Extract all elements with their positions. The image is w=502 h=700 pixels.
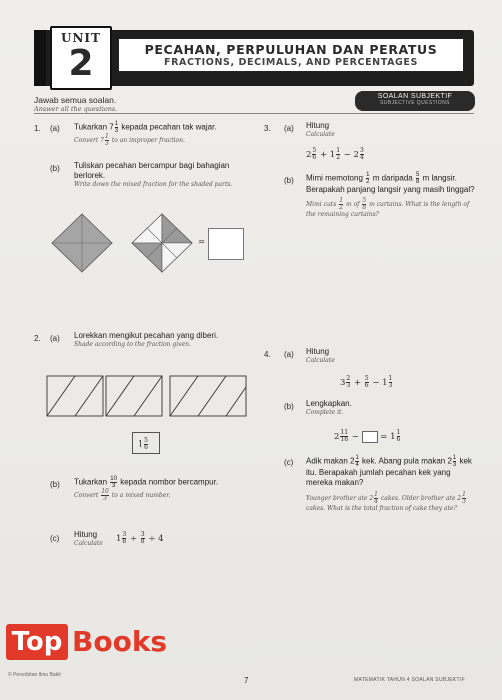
q1a-ms-part2: kepada pecahan tak wajar. [121,122,217,132]
q1b-ms: Tuliskan pecahan bercampur bagi bahagian berlorek. [74,161,230,180]
q4b-text [306,399,476,417]
q3b-en-frac2 [362,198,366,211]
page-title-en: FRACTIONS, DECIMALS, AND PERCENTAGES [164,57,418,68]
q3b-text [306,172,478,219]
q4-number: 4. [264,350,271,359]
q1a-en-whole: 7 [100,137,105,144]
q4b-n1: 11 [340,429,349,436]
q4c-en-part2: cakes. Older brother ate 2 [380,495,462,502]
q1b-en: Write down the mixed fraction for the shaded parts. [74,181,233,188]
q3a-frac1 [312,148,316,161]
q4c-en-d2: 3 [462,498,466,505]
q4b-en: Complete it. [306,409,344,416]
q1a-en-part2: to an improper fraction. [111,137,185,144]
q3a-n3: 3 [359,147,364,154]
q4a-expression [340,376,393,389]
q2c-en: Calculate [74,540,103,547]
q4c-ms-part2: kek. Abang pula makan 2 [362,456,452,466]
q2b-ms-part1: Tukarkan [74,477,108,487]
q4c-d1: 4 [355,462,359,468]
q4a-frac3 [389,376,393,389]
q2-number: 2. [34,334,41,343]
q4a-op1: + [353,378,362,388]
q4b-ms: Lengkapkan. [306,399,352,408]
q2a-parallelogram-grid[interactable] [46,375,248,417]
q2c-frac1 [122,532,126,545]
q3b-en-part1: Mimi cuts [306,201,337,208]
q3a-text [306,121,476,139]
q4c-ms-part1: Adik makan 2 [306,456,355,466]
q2c-expression [116,532,164,545]
q2c-d2: 8 [140,538,145,545]
q4a-frac1 [346,376,350,389]
q4b-frac2 [397,430,401,443]
q4a-n3: 1 [388,375,393,382]
q2a-en: Shade according to the fraction given. [74,341,191,348]
q3a-ms: Hitung [306,121,330,130]
q4b-op: − [351,432,359,442]
q4c-frac2 [453,455,456,468]
shape-figure-2 [132,214,192,272]
q4c-n2: 1 [452,455,457,461]
q1a-fraction [115,121,118,134]
q4b-frac1 [340,430,348,443]
q4c-en-frac1 [374,492,378,505]
q1a-label: (a) [50,124,60,133]
q2b-fraction [110,476,117,489]
q3b-ms-part2: m daripada [372,173,413,183]
q4b-expression [334,430,401,443]
q2a-given-den: 6 [144,444,148,451]
page-number: 7 [244,676,249,685]
q2c-whole: 1 [116,534,122,544]
q3b-n1: 1 [366,172,370,178]
q4a-n1: 2 [346,375,351,382]
q3b-d1: 2 [366,179,370,185]
q4c-en-d1: 4 [374,498,378,505]
q2a-label: (a) [50,334,60,343]
q3b-frac2 [416,172,419,185]
q4b-eq: = 1 [380,432,396,442]
q3b-en-part2: m of [345,201,360,208]
q4c-en-frac2 [462,492,466,505]
q2b-en-fraction [101,489,109,502]
q4c-text [306,455,478,513]
q2a-ms: Lorekkan mengikut pecahan yang diberi. [74,331,219,340]
q3a-n1: 5 [312,147,317,154]
q4a-d2: 6 [364,382,369,389]
q4b-whole: 2 [334,432,340,442]
q2b-en-num: 10 [101,488,109,495]
q1a-ms-part1: Tukarkan [74,122,108,132]
q1a-num: 1 [114,121,119,127]
q3b-label: (b) [284,176,294,185]
q4a-whole: 3 [340,378,346,388]
page-title-ms: PECAHAN, PERPULUHAN DAN PERATUS [144,42,438,57]
q4a-en: Calculate [306,357,335,364]
q1a-en-num: 1 [105,133,109,140]
q4a-text [306,347,476,365]
q2a-text [74,331,250,349]
q2c-ms: Hitung [74,530,98,539]
q3a-d3: 4 [359,154,364,161]
q2a-given-fraction [144,438,148,451]
q4c-en-part3: cakes. What is the total fraction of cake they ate? [306,505,457,512]
header-divider [34,113,474,114]
title-box [118,38,464,72]
q2c-label: (c) [50,534,60,543]
q3-number: 3. [264,124,271,133]
q3b-en-n2: 5 [362,197,367,204]
q4c-en-n1: 1 [374,491,378,498]
q3a-d1: 6 [312,154,317,161]
q3b-en-d1: 2 [339,204,344,211]
footer-book-title: MATEMATIK TAHUN 4 SOALAN SUBJEKTIF [354,677,465,683]
q4c-n1: 1 [355,455,359,461]
q1b-text [74,161,252,189]
section-tag-ms: SOALAN SUBJEKTIF [377,93,453,100]
q4b-n2: 1 [396,429,401,436]
q4a-label: (a) [284,350,294,359]
q3a-expression [306,148,365,161]
q3a-frac3 [360,148,364,161]
q2c-d1: 8 [122,538,127,545]
q2c-n1: 3 [122,531,127,538]
q4c-frac1 [355,455,358,468]
q4c-ms-part3: kek itu. Berapakah jumlah pecahan kek yang mereka makan? [306,456,472,487]
q4c-label: (c) [284,458,294,467]
q4c-en-part1: Younger brother ate 2 [306,495,374,502]
q3b-en-n1: 1 [339,197,344,204]
q1a-den: 3 [114,128,119,134]
shape-figure-1 [52,214,112,272]
q3b-ms-part3: m [422,173,430,183]
q3b-ms-part4: langsir. Berapakah panjang langsir yang masih tinggal? [306,173,475,194]
q1a-whole: 7 [109,122,114,132]
section-tag [355,91,475,111]
q3a-frac2 [336,148,340,161]
q3a-label: (a) [284,124,294,133]
q2b-num: 10 [110,476,117,482]
q4c-en-n2: 1 [462,491,466,498]
q3b-frac1 [366,172,369,185]
q4a-n2: 5 [364,375,369,382]
q2a-given-fraction-box [132,432,160,454]
q1b-label: (b) [50,164,60,173]
q3a-whole: 2 [306,150,312,160]
q4b-d2: 6 [396,436,401,443]
q3b-en-frac1 [339,198,343,211]
q3b-d2: 8 [415,179,420,185]
q2c-frac2 [141,532,145,545]
q2c-n2: 3 [140,531,145,538]
q3a-en: Calculate [306,131,335,138]
q2b-en-part1: Convert [74,492,99,499]
q3b-en-part3: m curtains. What is the length of the remaining curtains? [306,201,470,218]
publisher-credit: © Penerbitan Ilmu Bakti [8,672,61,678]
q2b-label: (b) [50,480,60,489]
q2c-tail: ÷ 4 [148,534,164,544]
topbooks-logo [0,612,190,700]
q2b-text [74,476,250,502]
q4a-op2: − 1 [372,378,388,388]
q4a-frac2 [365,376,369,389]
instructions-ms: Jawab semua soalan. [34,95,117,105]
q3b-n2: 5 [415,172,420,178]
q1a-en-part1: Convert [74,137,99,144]
q2b-ms-part2: kepada nombor bercampur. [120,477,219,487]
q2a-given-num: 5 [144,437,148,444]
q2a-given-whole: 1 [138,439,144,449]
q1b-answer-box[interactable] [208,228,244,260]
section-tag-en: SUBJECTIVE QUESTIONS [380,100,450,106]
q2b-en-den: 3 [103,495,107,502]
q4b-d1: 18 [340,436,349,443]
logo-top: Top [6,624,68,660]
q1a-en-den: 3 [105,140,109,147]
q1a-en-fraction [105,134,109,147]
q3b-en-d2: 8 [362,204,367,211]
unit-label: UNIT [61,31,101,45]
q3a-op1: + 1 [319,150,336,160]
q3b-ms-part1: Mimi memotong [306,173,363,183]
q1-number: 1. [34,124,41,133]
q4a-ms: Hitung [306,347,330,356]
q1a-text [74,121,252,147]
unit-badge [50,26,112,90]
q4a-d1: 3 [346,382,351,389]
q3a-n2: 1 [336,147,341,154]
q4c-d2: 3 [452,462,457,468]
q3a-d2: 2 [336,154,341,161]
q4b-label: (b) [284,402,294,411]
instructions [34,95,117,113]
q2b-en-part2: to a mixed number. [111,492,171,499]
q4b-answer-box[interactable] [362,431,378,443]
q1b-equals: = [198,237,206,247]
q2b-den: 3 [111,483,116,489]
q4a-d3: 3 [388,382,393,389]
q3a-op2: − 2 [343,150,359,160]
unit-number: 2 [68,43,94,84]
logo-books: Books [72,625,168,658]
q2c-op1: ÷ [129,534,138,544]
instructions-en: Answer all the questions. [34,105,118,113]
